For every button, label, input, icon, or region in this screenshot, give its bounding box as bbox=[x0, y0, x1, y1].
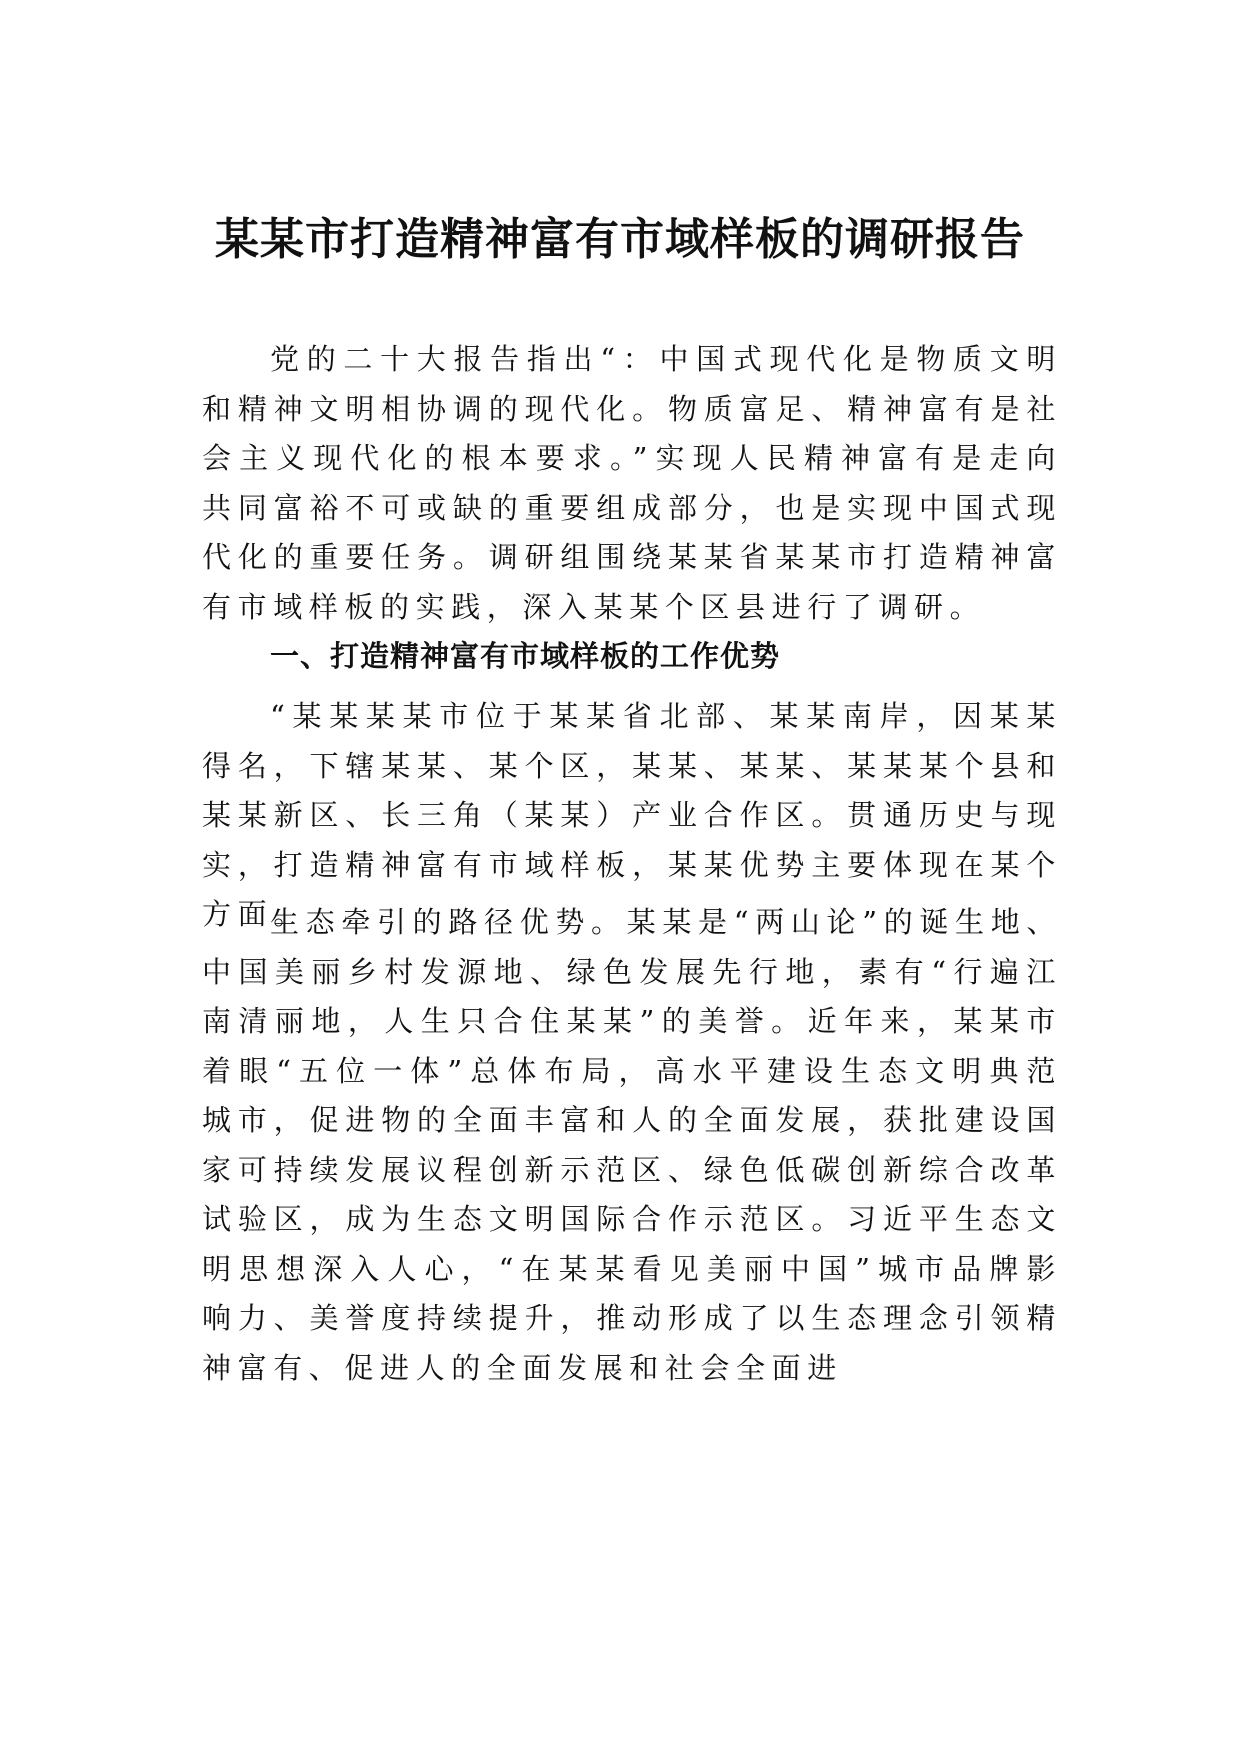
intro-paragraph: 党的二十大报告指出“：中国式现代化是物质文明和精神文明相协调的现代化。物质富足、精神富有是社会主义现代化的根本要求。”实现人民精神富有是走向共同富裕不可或缺的重要组成部分，也是实现中国式现代化的重要任务。调研组围绕某某省某某市打造精神富有市域样板的实践，深入某某个区县进行了调研。 bbox=[202, 342, 1062, 624]
overview-paragraph: “某某某某市位于某某省北部、某某南岸，因某某得名，下辖某某、某个区，某某、某某、某某某个县和某某新区、长三角（某某）产业合作区。贯通历史与现实，打造精神富有市域样板，某某优势主要体现在某个方面。 bbox=[202, 699, 1062, 931]
section-heading: 一、打造精神富有市域样板的工作优势 bbox=[270, 639, 781, 673]
document-title: 某某市打造精神富有市域样板的调研报告 bbox=[215, 214, 1025, 265]
ecology-paragraph: 生态牵引的路径优势。某某是“两山论”的诞生地、中国美丽乡村发源地、绿色发展先行地，素有“行遍江南清丽地，人生只合住某某”的美誉。近年来，某某市着眼“五位一体”总体布局，高水平建设生态文明典范城市，促进物的全面丰富和人的全面发展，获批建设国家可持续发展议程创新示范区、绿色低碳创新综合改革试验区，成为生态文明国际合作示范区。习近平生态文明思想深入人心，“在某某看见美丽中国”城市品牌影响力、美誉度持续提升，推动形成了以生态理念引领精神富有、促进人的全面发展和社会全面进 bbox=[202, 905, 1062, 1385]
